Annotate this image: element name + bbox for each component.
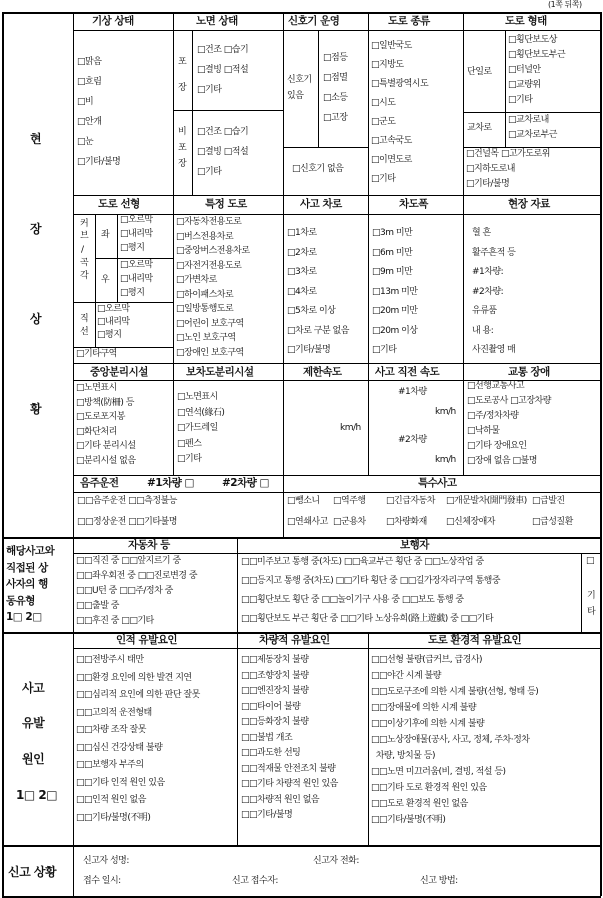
width-option[interactable]: □기타	[372, 345, 397, 355]
alignment-option[interactable]: □내리막	[97, 317, 130, 327]
rule	[463, 147, 600, 148]
pedestrian-behavior-option[interactable]: □□횡단보도 부근 횡단 중 □□기타 노상유희(路上遊戱) 중 □□기타	[241, 614, 494, 624]
side-label: 해당사고와	[6, 545, 55, 557]
road-type-option[interactable]: □시도	[371, 98, 396, 108]
signal-option[interactable]: □소등	[323, 93, 348, 103]
vehicle-cause-option[interactable]: □□등화장치 불량	[241, 717, 309, 727]
rule	[2, 537, 601, 539]
side-label: 원인	[22, 752, 45, 766]
label: /	[81, 245, 84, 255]
heading: 차량적 유발요인	[259, 634, 330, 646]
rule	[237, 632, 238, 845]
shape-option[interactable]: □횡단보도부근	[508, 50, 566, 60]
vehicle-cause-option[interactable]: □□적재물 안전조치 불량	[241, 763, 336, 774]
special-road-option[interactable]: □중앙버스전용차로	[176, 246, 250, 256]
label: #2차량	[398, 435, 427, 445]
evidence-item: #1차량:	[472, 267, 504, 277]
special-accident-option[interactable]: □군용차	[333, 517, 366, 527]
rule	[368, 632, 369, 845]
special-road-option[interactable]: □하이패스차로	[176, 289, 234, 300]
side-label: 사자의 행	[6, 578, 48, 590]
heading: 도로 선형	[98, 198, 140, 210]
human-cause-option[interactable]: □□고의적 운전형태	[76, 707, 152, 718]
rule	[318, 30, 319, 147]
heading: 특정 도로	[205, 198, 247, 210]
env-cause-option[interactable]: □□기타 도로 환경적 원인 있음	[371, 783, 487, 793]
report-field: 신고 방법:	[420, 876, 458, 886]
vehicle-cause-option[interactable]: □□불법 개조	[241, 732, 293, 743]
label: 커	[80, 219, 89, 229]
pedestrian-behavior-option[interactable]: □□등지고 통행 중(차도) □□기타 횡단 중 □□길가장자리구역 통행중	[241, 576, 501, 586]
evidence-item: 내 용:	[472, 325, 494, 336]
pedestrian-behavior-option[interactable]: □□횡단보도 횡단 중 □□놀이기구 사용 중 □□보도 통행 중	[241, 595, 464, 605]
obstacle-option[interactable]: □선행교통사고	[467, 381, 525, 391]
road-type-option[interactable]: □일반국도	[371, 41, 412, 51]
label: #1차량	[398, 387, 427, 397]
label: 포	[178, 57, 187, 67]
pedestrian-behavior-option[interactable]: □□미주보고 통행 중(차도) □□육교부근 횡단 중 □□노상작업 중	[241, 557, 484, 567]
lane-option[interactable]: □기타/불명	[287, 345, 331, 355]
vehicle-cause-option[interactable]: □□조향장치 불량	[241, 670, 309, 681]
heading: 교통 장애	[508, 366, 550, 378]
alignment-option[interactable]: □평지	[97, 330, 122, 340]
human-cause-option[interactable]: □□심신 건강상태 불량	[76, 742, 163, 753]
drink-option[interactable]: □□음주운전 □□측정불능	[77, 496, 177, 506]
side-label: 황	[30, 402, 42, 416]
road-type-option[interactable]: □이면도로	[371, 155, 412, 165]
human-cause-option[interactable]: □□기타/불명(不明)	[76, 812, 151, 823]
rule	[73, 302, 173, 303]
side-label[interactable]: 1□ 2□	[16, 788, 58, 802]
rule	[73, 347, 173, 348]
obstacle-option[interactable]: □장애 없음 □불명	[467, 456, 537, 466]
obstacle-option[interactable]: □낙하물	[467, 426, 500, 436]
lane-option[interactable]: □4차로	[287, 286, 317, 297]
heading: 인적 유발요인	[116, 634, 178, 646]
heading: 기상 상태	[92, 15, 134, 27]
vehicle-cause-option[interactable]: □□기타 차량적 원인 있음	[241, 779, 338, 789]
width-option[interactable]: □13m 미만	[372, 286, 418, 297]
rule	[463, 112, 600, 113]
width-option[interactable]: □20m 이상	[372, 325, 418, 336]
sidewalk-option[interactable]: □노면표시	[177, 392, 218, 402]
side-label: 사고	[22, 681, 45, 695]
heading: 신호기 운영	[288, 15, 340, 27]
rule	[283, 147, 368, 148]
side-label: 동유형	[6, 594, 35, 607]
special-road-option[interactable]: □노인 보호구역	[176, 333, 236, 343]
heading: 현장 자료	[508, 198, 550, 210]
heading: 도로 환경적 유발요인	[428, 634, 522, 646]
rule	[73, 475, 600, 476]
rule	[463, 12, 464, 195]
rule	[73, 195, 600, 196]
unit: km/h	[435, 455, 456, 465]
label[interactable]: □	[586, 556, 595, 566]
rule	[73, 12, 74, 896]
width-option[interactable]: □6m 미만	[372, 247, 413, 258]
road-type-option[interactable]: □군도	[371, 117, 396, 127]
vehicle-behavior-option[interactable]: □□후진 중 □□기타	[76, 616, 154, 626]
page-note: (1쪽 뒤쪽)	[548, 0, 582, 9]
special-road-option[interactable]: □가변차로	[176, 275, 217, 285]
surface-option[interactable]: □건조 □습기	[197, 45, 249, 55]
rule	[283, 12, 284, 195]
special-road-option[interactable]: □자동차전용도로	[176, 217, 242, 227]
vehicle-behavior-option[interactable]: □□U턴 중 □□주/정차 중	[76, 586, 173, 596]
shape-option[interactable]: □교차로내	[508, 115, 549, 125]
drink-option[interactable]: □□정상운전 □□기타불명	[77, 517, 177, 527]
obstacle-option[interactable]: □기타 장애요인	[467, 441, 527, 451]
evidence-item: #2차량:	[472, 286, 504, 297]
special-accident-option[interactable]: □연쇄사고	[287, 517, 328, 527]
heading: 차도폭	[399, 198, 428, 210]
side-label: 신고 상황	[8, 865, 57, 879]
surface-option[interactable]: □건조 □습기	[197, 127, 249, 137]
label: 선	[80, 327, 89, 337]
road-type-option[interactable]: □기타	[371, 174, 396, 184]
alignment-option[interactable]: □내리막	[120, 274, 153, 284]
rule	[2, 12, 4, 896]
sidewalk-option[interactable]: □가드레일	[177, 423, 218, 433]
side-label: 상	[30, 312, 42, 326]
env-cause-option[interactable]: □□도로 환경적 원인 없음	[371, 799, 468, 809]
width-option[interactable]: □9m 미만	[372, 267, 413, 277]
width-option[interactable]: □3m 미만	[372, 228, 413, 238]
label: 신호기	[287, 75, 312, 85]
evidence-item: 사진촬영 매	[472, 345, 516, 355]
evidence-item: 활주흔적 등	[472, 247, 516, 258]
alignment-option[interactable]: □내리막	[120, 229, 153, 239]
side-label[interactable]: 1□ 2□	[6, 611, 42, 623]
heading: 보차도분리시설	[186, 366, 254, 378]
road-type-option[interactable]: □지방도	[371, 60, 404, 70]
unit: km/h	[340, 423, 361, 433]
rule	[368, 363, 369, 475]
heading[interactable]: #2차량 □	[222, 477, 269, 489]
report-field: 신고자 성명:	[83, 856, 129, 866]
width-option[interactable]: □20m 미만	[372, 306, 418, 316]
env-cause-option[interactable]: □□이상기후에 의한 시계 불량	[371, 719, 485, 729]
heading: 사고 차로	[300, 198, 342, 210]
median-option[interactable]: □방책(防柵) 등	[76, 397, 134, 408]
surface-option[interactable]: □결빙 □적설	[197, 65, 249, 75]
label: 장	[178, 159, 187, 169]
special-road-option[interactable]: □장애인 보호구역	[176, 347, 244, 358]
rule	[192, 30, 193, 195]
heading: 도로 종류	[388, 15, 430, 27]
alignment-option[interactable]: □평지	[120, 243, 145, 253]
vehicle-cause-option[interactable]: □□과도한 선팅	[241, 748, 301, 758]
rule	[73, 553, 600, 554]
shape-option[interactable]: □기타	[508, 95, 533, 105]
rule	[237, 537, 238, 632]
heading: 노면 상태	[196, 15, 238, 27]
weather-option[interactable]: □흐림	[77, 77, 102, 87]
rule	[368, 195, 369, 363]
rule	[73, 30, 600, 31]
median-option[interactable]: □분리시설 없음	[76, 455, 136, 466]
rule	[581, 553, 582, 632]
special-accident-option[interactable]: □차량화재	[386, 517, 427, 527]
label: 단일로	[467, 67, 492, 77]
vehicle-cause-option[interactable]: □□기타/불명	[241, 810, 293, 820]
rule	[73, 363, 600, 364]
lane-option[interactable]: □3차로	[287, 267, 317, 277]
human-cause-option[interactable]: □□인적 원인 없음	[76, 795, 146, 805]
rule	[463, 195, 464, 363]
label: 교차로	[467, 123, 492, 133]
heading: 보행자	[400, 539, 429, 551]
special-road-option[interactable]: □버스전용차로	[176, 231, 234, 242]
vehicle-behavior-option[interactable]: □□좌우회전 중 □□진로변경 중	[76, 571, 198, 581]
label: 기	[587, 591, 596, 601]
env-cause-option[interactable]: □□기타/불명(不明)	[371, 815, 446, 825]
special-accident-option[interactable]: □역주행	[333, 496, 366, 506]
weather-option[interactable]: □비	[77, 97, 94, 107]
signal-option[interactable]: □점멸	[323, 73, 348, 83]
special-accident-option[interactable]: □개문발차(開門發車)	[446, 496, 527, 506]
rule	[173, 363, 174, 475]
vehicle-cause-option[interactable]: □□차량적 원인 없음	[241, 794, 320, 805]
alignment-option[interactable]: □기타구역	[76, 349, 117, 359]
side-label: 유발	[22, 716, 45, 730]
alignment-option[interactable]: □오르막	[120, 260, 153, 270]
human-cause-option[interactable]: □□전방주시 태만	[76, 655, 144, 665]
human-cause-option[interactable]: □□보행자 부주의	[76, 760, 144, 770]
rule	[73, 648, 600, 649]
label: 우	[101, 275, 110, 285]
vehicle-cause-option[interactable]: □□엔진장치 불량	[241, 686, 309, 696]
signal-option[interactable]: □신호기 없음	[292, 164, 344, 174]
heading: 사고 직전 속도	[375, 366, 440, 378]
vehicle-behavior-option[interactable]: □□직진 중 □□앞지르기 중	[76, 556, 181, 566]
signal-option[interactable]: □고장	[323, 113, 348, 123]
label: 브	[80, 231, 89, 241]
heading: 음주운전	[80, 477, 119, 489]
median-option[interactable]: □기타 분리시설	[76, 441, 136, 451]
rule	[368, 12, 369, 195]
road-type-option[interactable]: □특별광역시도	[371, 79, 429, 89]
label: 각	[80, 271, 89, 281]
surface-option[interactable]: □결빙 □적설	[197, 147, 249, 157]
special-accident-option[interactable]: □급발진	[532, 496, 565, 506]
median-option[interactable]: □도로포지봉	[76, 412, 125, 422]
rule	[505, 30, 506, 147]
side-label: 현	[30, 132, 42, 146]
rule	[73, 492, 600, 493]
label: 장	[178, 83, 187, 93]
evidence-item: 유류품	[472, 306, 497, 316]
special-accident-option[interactable]: □긴급자동차	[386, 496, 435, 506]
special-road-option[interactable]: □일방통행도로	[176, 304, 234, 314]
sidewalk-option[interactable]: □연석(緣石)	[177, 407, 225, 418]
signal-option[interactable]: □점등	[323, 53, 348, 63]
report-field: 신고 접수자:	[232, 876, 278, 886]
shape-option[interactable]: □지하도로내	[466, 164, 515, 174]
special-road-option[interactable]: □어린이 보호구역	[176, 318, 244, 329]
alignment-option[interactable]: □오르막	[97, 304, 130, 314]
vehicle-cause-option[interactable]: □□제동장치 불량	[241, 655, 309, 665]
median-option[interactable]: □노면표시	[76, 383, 117, 393]
heading: 자동차 등	[128, 539, 170, 551]
lane-option[interactable]: □1차로	[287, 228, 317, 238]
shape-option[interactable]: □횡단보도상	[508, 35, 557, 45]
human-cause-option[interactable]: □□차량 조작 잘못	[76, 725, 146, 735]
env-cause-option[interactable]: □□야간 시계 불량	[371, 671, 441, 681]
special-accident-option[interactable]: □급성질환	[532, 517, 573, 527]
shape-option[interactable]: □건널목 □고가도로위	[466, 149, 550, 159]
heading: 중앙분리시설	[90, 366, 148, 378]
weather-option[interactable]: □눈	[77, 137, 94, 147]
env-cause-option: 차량, 방치물 등)	[371, 751, 435, 761]
alignment-option[interactable]: □오르막	[120, 215, 153, 225]
label: 타	[587, 607, 596, 617]
special-accident-option[interactable]: □뺑소니	[287, 496, 320, 506]
rule	[283, 195, 284, 363]
rule	[2, 12, 601, 14]
road-type-option[interactable]: □고속국도	[371, 136, 412, 146]
rule	[2, 845, 601, 847]
heading[interactable]: #1차량 □	[147, 477, 194, 489]
rule	[173, 195, 174, 363]
label: 좌	[101, 230, 110, 240]
human-cause-option[interactable]: □□심리적 요인에 의한 판단 잘못	[76, 690, 200, 700]
weather-option[interactable]: □안개	[77, 117, 102, 127]
rule	[600, 12, 602, 896]
heading: 도로 형태	[505, 15, 547, 27]
human-cause-option[interactable]: □□환경 요인에 의한 발견 지연	[76, 672, 192, 683]
surface-option[interactable]: □기타	[197, 85, 222, 95]
rule	[463, 363, 464, 475]
rule	[173, 110, 283, 111]
heading: 제한속도	[303, 366, 342, 378]
vehicle-cause-option[interactable]: □□타이어 불량	[241, 701, 301, 712]
rule	[95, 214, 96, 347]
label: 포	[178, 143, 187, 153]
rule	[283, 363, 284, 475]
shape-option[interactable]: □교량위	[508, 80, 541, 90]
side-label: 장	[30, 222, 42, 236]
label: 직	[80, 314, 89, 324]
obstacle-option[interactable]: □도로공사 □고장차량	[467, 396, 551, 406]
rule	[173, 12, 174, 195]
rule	[283, 475, 284, 537]
surface-option[interactable]: □기타	[197, 167, 222, 177]
env-cause-option[interactable]: □□도로구조에 의한 시계 불량(선형, 형태 등)	[371, 687, 539, 697]
lane-option[interactable]: □차로 구분 없음	[287, 325, 349, 336]
env-cause-option[interactable]: □□노면 미끄러움(비, 결빙, 적설 등)	[371, 767, 506, 777]
sidewalk-option[interactable]: □펜스	[177, 438, 202, 449]
shape-option[interactable]: □터널안	[508, 65, 541, 75]
env-cause-option[interactable]: □□노상장애물(공사, 사고, 정체, 주차·정차	[371, 735, 530, 745]
shape-option[interactable]: □교차로부근	[508, 130, 557, 140]
side-label: 직접된 상	[6, 561, 48, 574]
report-field: 신고자 전화:	[313, 856, 359, 866]
heading: 특수사고	[418, 477, 457, 489]
shape-option[interactable]: □기타/불명	[466, 179, 510, 189]
env-cause-option[interactable]: □□장애물에 의한 시계 불량	[371, 703, 477, 713]
rule	[95, 258, 173, 259]
report-field: 접수 일시:	[83, 876, 121, 886]
human-cause-option[interactable]: □□기타 인적 원인 있음	[76, 777, 165, 788]
weather-option[interactable]: □맑음	[77, 57, 102, 67]
label: 비	[178, 127, 187, 137]
lane-option[interactable]: □2차로	[287, 247, 317, 258]
vehicle-behavior-option[interactable]: □□출발 중	[76, 601, 119, 611]
alignment-option[interactable]: □평지	[120, 288, 145, 298]
weather-option[interactable]: □기타/불명	[77, 157, 121, 167]
lane-option[interactable]: □5차로 이상	[287, 306, 336, 316]
special-road-option[interactable]: □자전거전용도로	[176, 260, 242, 271]
obstacle-option[interactable]: □주/정차차량	[467, 411, 519, 421]
unit: km/h	[435, 407, 456, 417]
env-cause-option[interactable]: □□선형 불량(급커브, 급경사)	[371, 655, 483, 665]
sidewalk-option[interactable]: □기타	[177, 454, 202, 464]
label: 곡	[80, 258, 89, 268]
special-accident-option[interactable]: □신체장애자	[446, 517, 495, 527]
median-option[interactable]: □화단처리	[76, 426, 117, 437]
label: 있음	[287, 91, 304, 101]
evidence-item: 혈 흔	[472, 228, 491, 238]
